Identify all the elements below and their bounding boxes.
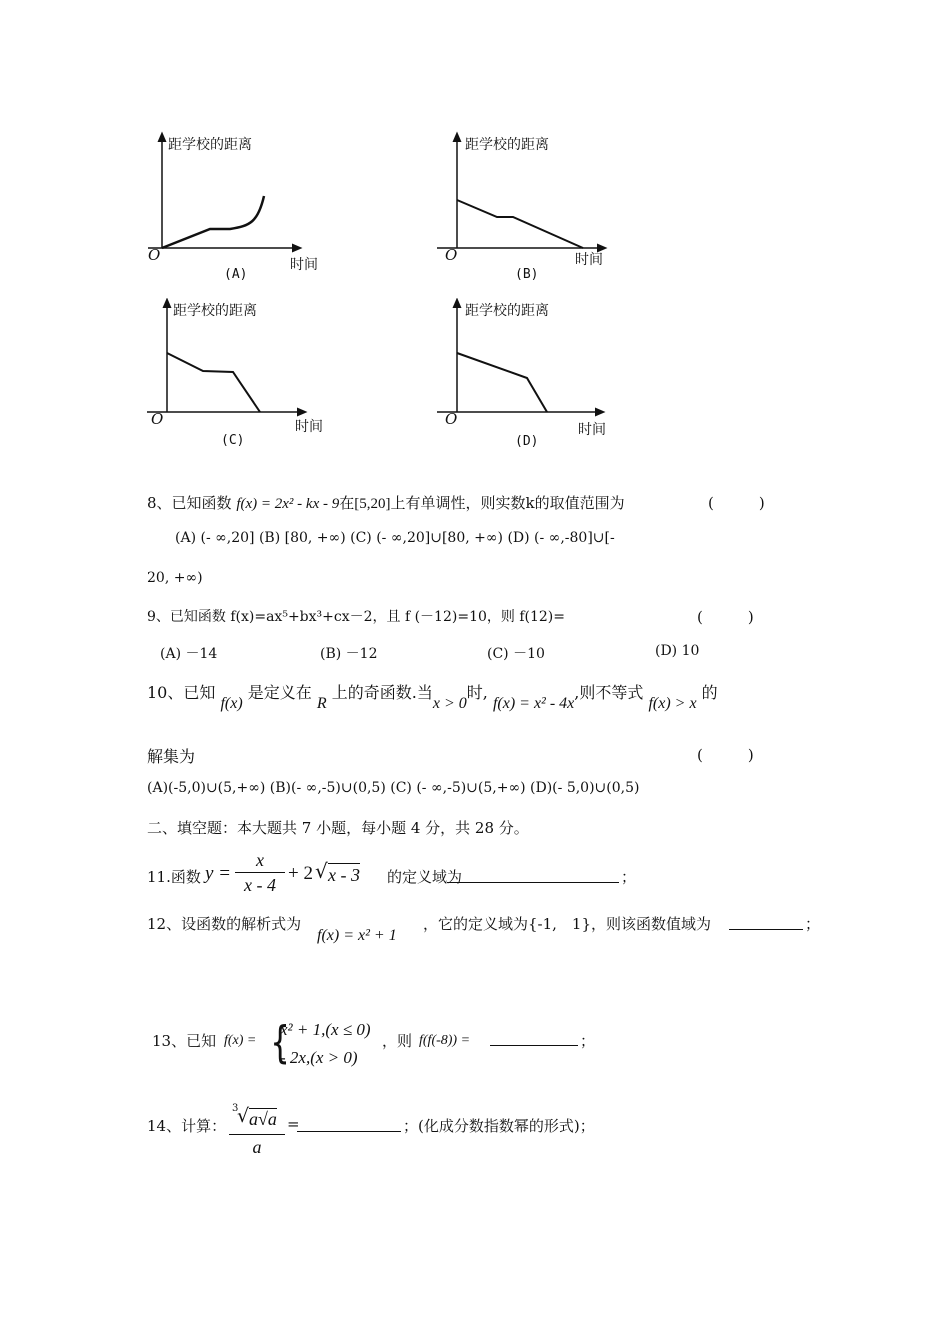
q8-options-line1: (A) (- ∞,20] (B) [80, +∞) (C) (- ∞,20]∪[80, +∞) (D) (- ∞,-80]∪[- — [175, 530, 615, 546]
q10-options: (A)(-5,0)∪(5,+∞) (B)(- ∞,-5)∪(0,5) (C) (- ∞,-5)∪(5,+∞) (D)(- 5,0)∪(0,5) — [147, 780, 640, 796]
graph-a-xlabel: 时间 — [290, 257, 318, 273]
q10-e: ,则不等式 — [574, 683, 644, 702]
q13-ff: f(f(-8)) = — [419, 1033, 471, 1048]
q8-stem — [147, 492, 625, 513]
graph-d-curve — [457, 353, 547, 412]
q12-a: 12、设函数的解析式为 — [147, 915, 302, 933]
q14-radicand: a√a — [249, 1109, 277, 1129]
graph-b-origin: O — [445, 246, 458, 264]
q8-mid: 在 — [339, 494, 355, 512]
q11-a: 11.函数 — [147, 868, 201, 886]
q14-fraction-bar — [229, 1134, 285, 1135]
q10-paren: ( ) — [697, 746, 754, 764]
q10-ineq: f(x) > x — [648, 695, 697, 712]
q14-fraction — [229, 1105, 285, 1158]
q8-paren: ( ) — [708, 494, 765, 512]
q11-numerator: x — [256, 850, 264, 870]
graph-b-curve — [457, 200, 583, 248]
graph-b-xlabel: 时间 — [575, 252, 603, 268]
q10-f: 的 — [701, 683, 718, 702]
q8-interval: [5,20] — [354, 496, 391, 512]
graph-d-xlabel: 时间 — [578, 422, 606, 438]
q14-numerator — [229, 1105, 285, 1131]
q14-answer-blank[interactable] — [297, 1131, 401, 1132]
graph-d-ylabel: 距学校的距离 — [465, 303, 549, 319]
q10-a: 10、已知 — [147, 683, 216, 702]
q14-root-index: 3 — [232, 1103, 239, 1114]
q10-cond: x > 0 — [432, 695, 467, 712]
graph-b-ylabel: 距学校的距离 — [465, 137, 549, 153]
q8-options-line2: 20, +∞) — [147, 570, 203, 586]
graph-c — [145, 298, 355, 458]
section-2-heading: 二、填空题：本大题共 7 小题，每小题 4 分，共 28 分。 — [147, 819, 529, 837]
q14-stem — [147, 1105, 647, 1161]
q10-expr: f(x) = x² - 4x — [492, 695, 575, 712]
q13-b: ，则 — [382, 1032, 413, 1050]
q11-y: y = — [205, 863, 232, 884]
q11-end: ； — [621, 868, 637, 886]
q12-end: ； — [805, 915, 821, 933]
graph-a-curve — [162, 196, 264, 248]
q11-fraction-bar — [235, 872, 285, 873]
q13-end: ； — [580, 1032, 596, 1050]
q10-line2: 解集为 — [147, 747, 196, 766]
q12-b: ，它的定义域为{-1, 1}，则该函数值域为 — [423, 915, 712, 933]
graph-c-curve — [167, 353, 260, 412]
q10-c: 上的奇函数.当 — [331, 683, 433, 702]
graph-c-origin: O — [151, 410, 164, 428]
q10-d: 时, — [466, 683, 488, 702]
graph-b-caption: (B) — [515, 267, 539, 282]
graph-d-axes — [435, 298, 645, 458]
q14-a: 14、计算： — [147, 1117, 227, 1135]
graph-a — [140, 130, 350, 290]
q10-stem — [147, 680, 718, 712]
q11-plus: + 2 — [288, 863, 313, 884]
q13-answer-blank[interactable] — [490, 1045, 578, 1046]
graph-c-axes — [145, 298, 355, 458]
graph-c-caption: (C) — [221, 433, 245, 448]
q14-denominator: a — [252, 1137, 262, 1157]
q13-stem — [152, 1018, 612, 1076]
q9-stem: 9、已知函数 f(x)=ax⁵+bx³+cx－2，且 f (－12)=10，则 f(12)= — [147, 609, 565, 625]
q9-option-a: (A) －14 — [160, 646, 218, 662]
q11-b: 的定义域为 — [387, 868, 463, 886]
q11-sqrt-sign: √ — [315, 859, 328, 883]
q8-num: 8、已知函数 — [147, 494, 232, 512]
q13-brace: { — [270, 1017, 290, 1068]
q11-denominator: x - 4 — [244, 875, 276, 895]
q9-option-b: (B) －12 — [320, 646, 378, 662]
q13-case1: x² + 1,(x ≤ 0) — [280, 1020, 371, 1039]
q11-radicand: x - 3 — [328, 865, 360, 885]
q10-fx: f(x) — [220, 695, 243, 712]
q10-b: 是定义在 — [247, 683, 312, 702]
q9-paren: ( ) — [697, 608, 754, 626]
graph-c-ylabel: 距学校的距离 — [173, 303, 257, 319]
graph-d-caption: (D) — [515, 434, 539, 449]
q14-b: ；(化成分数指数幂的形式)； — [403, 1117, 595, 1135]
graph-b-axes — [435, 130, 645, 290]
q8-tail: 上有单调性，则实数k的取值范围为 — [390, 494, 625, 512]
graph-c-xlabel: 时间 — [295, 419, 323, 435]
q14-root-sign: √ — [237, 1105, 250, 1127]
q11-fraction — [235, 849, 285, 896]
q11-answer-blank[interactable] — [447, 882, 619, 883]
graph-a-origin: O — [148, 246, 161, 264]
q9-option-c: (C) －10 — [487, 646, 545, 662]
graph-d-origin: O — [445, 410, 458, 428]
graph-d — [435, 298, 645, 458]
q14-eq: = — [287, 1115, 300, 1133]
q12-expr: f(x) = x² + 1 — [317, 927, 397, 944]
q13-case2: - 2x,(x > 0) — [280, 1048, 358, 1067]
q13-fx: f(x) = — [224, 1033, 257, 1048]
q13-a: 13、已知 — [152, 1032, 217, 1050]
q8-expr: f(x) = 2x² - kx - 9 — [236, 496, 340, 512]
graph-b — [435, 130, 645, 290]
q12-stem — [147, 913, 827, 953]
graph-a-ylabel: 距学校的距离 — [168, 137, 252, 153]
q9-option-d: (D) 10 — [655, 643, 700, 659]
graph-a-caption: (A) — [224, 267, 248, 282]
q12-answer-blank[interactable] — [729, 929, 803, 930]
graph-a-axes — [140, 130, 350, 290]
q10-R: R — [316, 695, 327, 712]
